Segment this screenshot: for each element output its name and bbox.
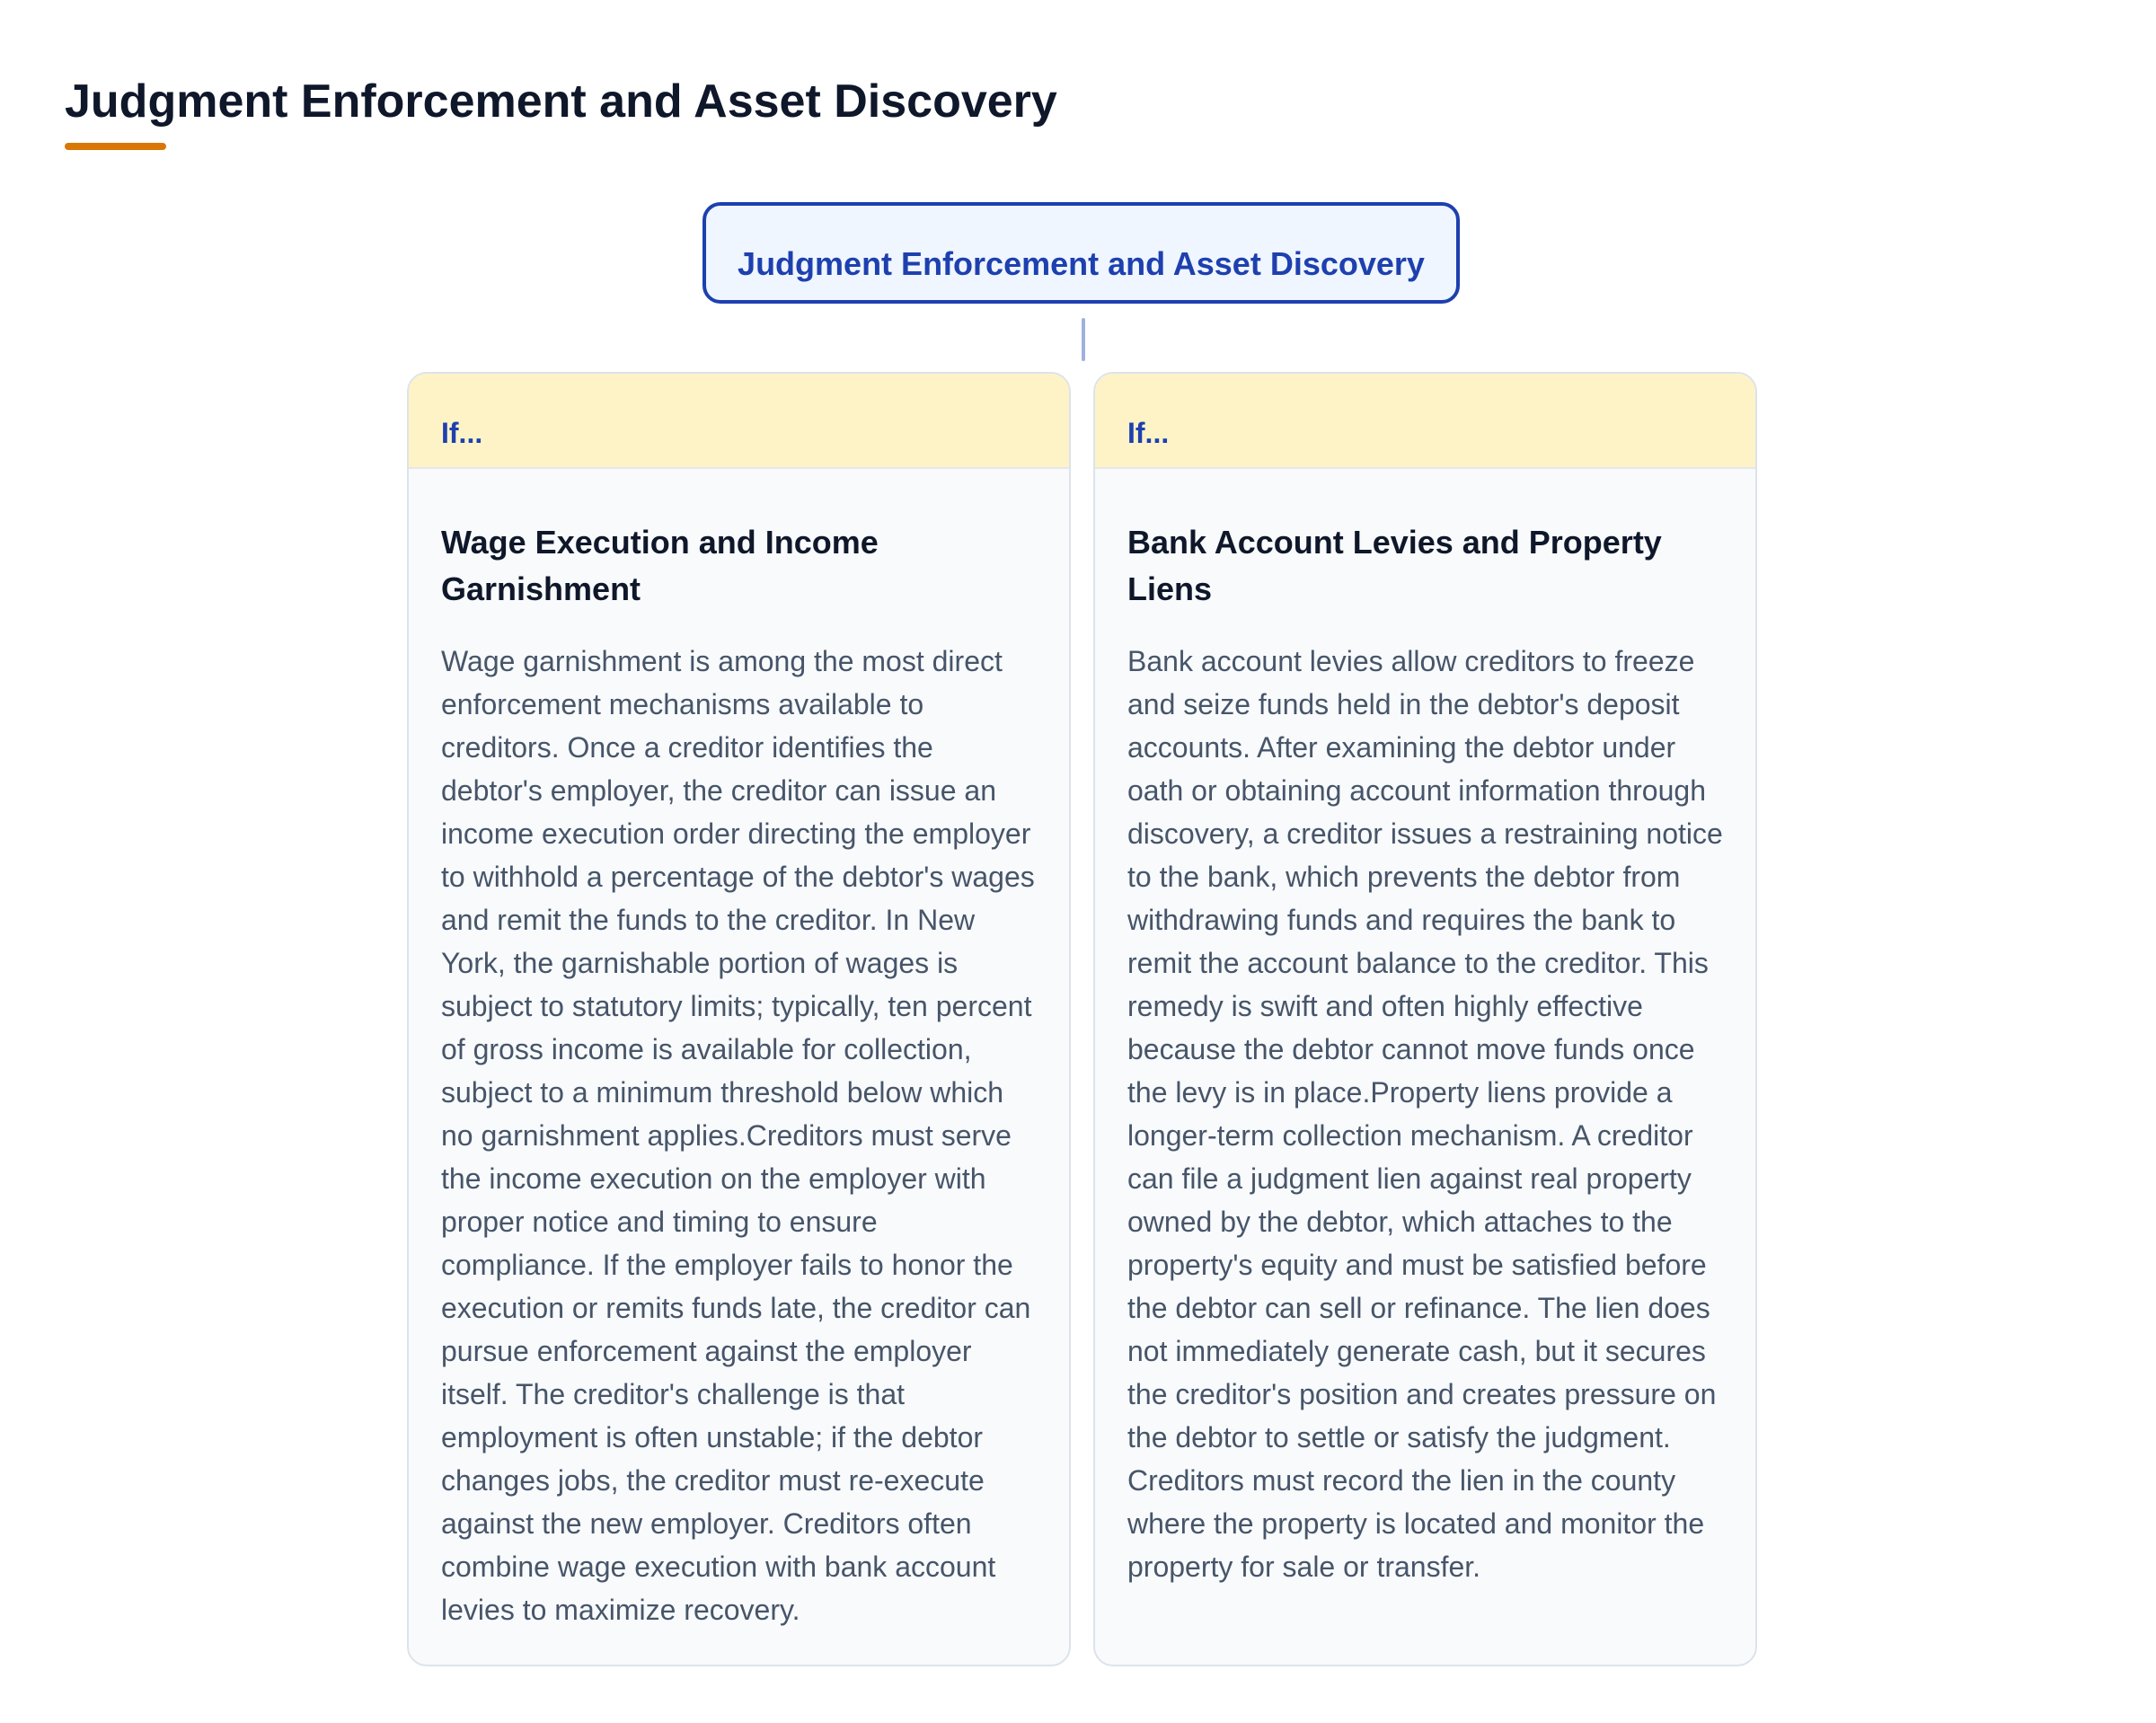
branch-card-body (409, 519, 1069, 1631)
branch-heading: Bank Account Levies and Property Liens (1127, 524, 1662, 607)
branch-condition-label: If... (441, 417, 483, 449)
branch-card-header (409, 374, 1069, 469)
branch-card-bank-levies (1093, 372, 1757, 1666)
branch-condition-label: If... (1127, 417, 1170, 449)
root-node (702, 202, 1460, 304)
branch-description: Wage garnishment is among the most direct enforcement mechanisms available to creditors. Once a creditor identifies the debtor's employer, the creditor can issue an income execution order directing the employer to withhold a percentage of the debtor's wages and remit the funds to the creditor. In New York, the garnishable portion of wages is subject to statutory limits; typically, ten percent of gross income is available for collection, subject to a minimum threshold below which no garnishment applies.Creditors must serve the income execution on the employer with proper notice and timing to ensure compliance. If the employer fails to honor the execution or remits funds late, the creditor can pursue enforcement against the employer itself. The creditor's challenge is that employment is often unstable; if the debtor changes jobs, the creditor must re-execute against the new employer. Creditors often combine wage execution with bank account levies to maximize recovery. (441, 645, 1035, 1626)
branch-card-body (1095, 519, 1755, 1588)
root-connector-line (1082, 318, 1085, 361)
title-underline (65, 143, 166, 150)
branch-card-header (1095, 374, 1755, 469)
root-node-label: Judgment Enforcement and Asset Discovery (738, 244, 1425, 282)
branch-card-wage-execution (407, 372, 1071, 1666)
branch-description: Bank account levies allow creditors to freeze and seize funds held in the debtor's deposit accounts. After examining the debtor under oath or obtaining account information through discovery, a creditor issues a restraining notice to the bank, which prevents the debtor from withdrawing funds and requires the bank to remit the account balance to the creditor. This remedy is swift and often highly effective because the debtor cannot move funds once the levy is in place.Property liens provide a longer-term collection mechanism. A creditor can file a judgment lien against real property owned by the debtor, which attaches to the property's equity and must be satisfied before the debtor can sell or refinance. The lien does not immediately generate cash, but it secures the creditor's position and creates pressure on the debtor to settle or satisfy the judgment. Creditors must record the lien in the county where the property is located and monitor the property for sale or transfer. (1127, 645, 1723, 1583)
page-title: Judgment Enforcement and Asset Discovery (65, 75, 1057, 128)
branch-heading: Wage Execution and Income Garnishment (441, 524, 879, 607)
